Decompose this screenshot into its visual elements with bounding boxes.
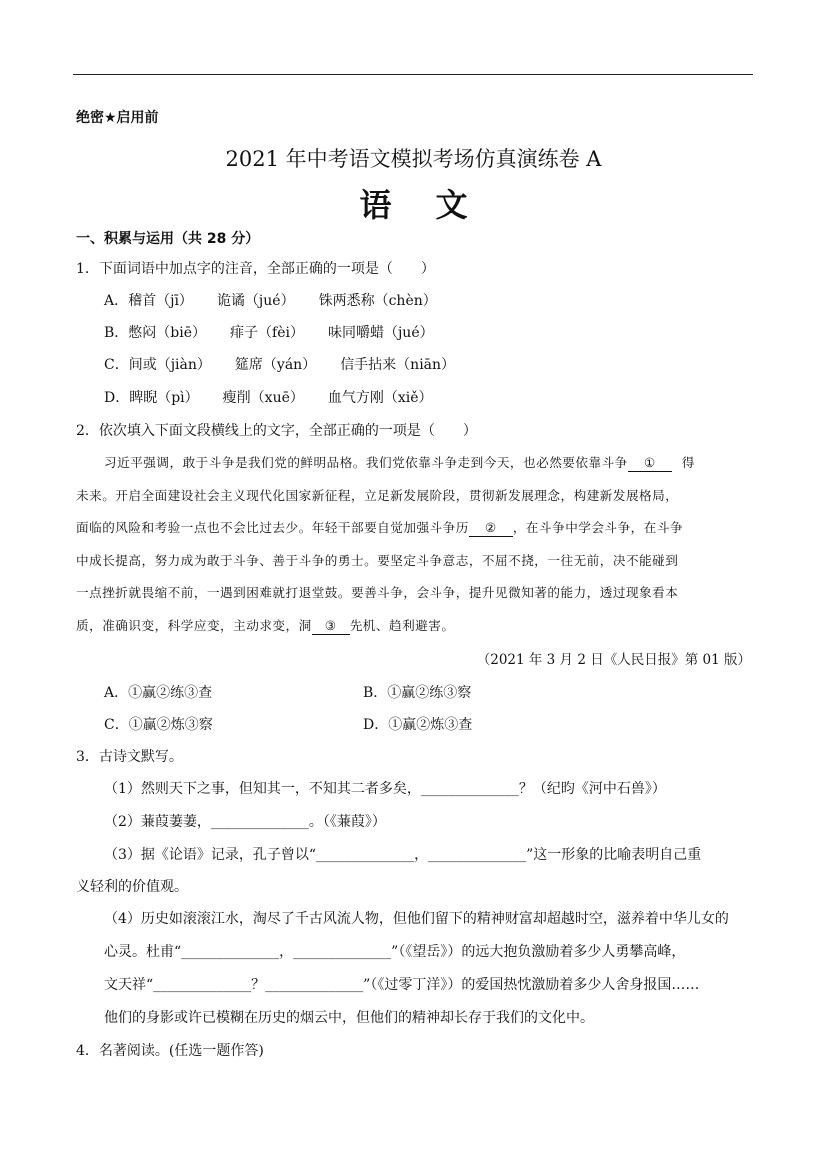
- secret-label: 绝密★启用前: [76, 110, 159, 126]
- passage-line: 一点挫折就畏缩不前，一遇到困难就打退堂鼓。要善斗争，会斗争，提升见微知著的能力，透过现象看本: [76, 585, 679, 600]
- question-3-item-4: （4）历史如滚滚江水，淘尽了千古风流人物，但他们留下的精神财富却超越时空，滋养着中华儿女的: [104, 911, 729, 927]
- question-3-item-2: （2）蒹葭萋萋，______________。（《蒹葭》）: [104, 814, 386, 830]
- section-title: 一、积累与运用（共 28 分）: [76, 231, 260, 247]
- question-2-option-b: B．①赢②练③察: [363, 685, 472, 701]
- question-1-option-d: D．睥睨（pì） 瘦削（xuē） 血气方刚（xiě）: [104, 390, 433, 406]
- question-2-option-c: C．①赢②炼③察: [104, 717, 213, 733]
- question-3-stem: 3．古诗文默写。: [76, 749, 183, 765]
- question-1-option-a: A．稽首（jī） 诡谲（jué） 铢两悉称（chèn）: [104, 293, 437, 309]
- question-2-option-d: D．①赢②炼③查: [363, 717, 473, 733]
- blank-3: ③: [312, 618, 350, 635]
- passage-line: 面临的风险和考验一点也不会比过去少。年轻干部要自觉加强斗争历 ② ，在斗争中学会斗争，在斗争: [76, 520, 684, 535]
- question-1-stem: 1．下面词语中加点字的注音，全部正确的一项是（ ）: [76, 261, 435, 277]
- blank-2: ②: [469, 520, 513, 537]
- question-3-item-1: （1）然则天下之事，但知其一，不知其二者多矣，______________？（纪昀《河中石兽》）: [104, 781, 666, 797]
- passage-line: 习近平强调，敢于斗争是我们党的鲜明品格。我们党依靠斗争走到今天，也必然要依靠斗争 ① 得: [104, 455, 695, 470]
- question-3-item-4-cont: 他们的身影或许已模糊在历史的烟云中，但他们的精神却长存于我们的文化中。: [104, 1010, 594, 1026]
- question-2-option-a: A．①赢②练③查: [104, 685, 213, 701]
- question-3-item-3: （3）据《论语》记录，孔子曾以“______________，______________”这一形象的比喻表明自己重: [104, 847, 702, 863]
- question-2-stem: 2．依次填入下面文段横线上的文字，全部正确的一项是（ ）: [76, 423, 477, 439]
- question-4-stem: 4．名著阅读。(任选一题作答): [76, 1043, 264, 1059]
- header-rule: [73, 74, 753, 75]
- question-3-item-4-cont: 文天祥“______________？______________”（《过零丁洋》）的爱国热忱激励着多少人舍身报国……: [104, 977, 700, 993]
- passage-line: 质，准确识变，科学应变，主动求变，洞 ③ 先机、趋利避害。: [76, 618, 455, 633]
- question-3-item-4-cont: 心灵。杜甫“______________，______________”（《望岳》）的远大抱负激励着多少人勇攀高峰，: [104, 944, 686, 960]
- question-1-option-b: B．憋闷（biē） 痱子（fèi） 味同嚼蜡（jué）: [104, 325, 434, 341]
- passage-line: 未来。开启全面建设社会主义现代化国家新征程，立足新发展阶段，贯彻新发展理念，构建新发展格局，: [76, 488, 679, 503]
- question-1-option-c: C．间或（jiàn） 筵席（yán） 信手拈来（niān）: [104, 357, 456, 373]
- question-3-item-3-cont: 义轻利的价值观。: [76, 879, 188, 895]
- passage-line: 中成长提高，努力成为敢于斗争、善于斗争的勇士。要坚定斗争意志，不屈不挠，一往无前，决不能碰到: [76, 553, 679, 568]
- blank-1: ①: [628, 455, 672, 472]
- citation: （2021 年 3 月 2 日《人民日报》第 01 版）: [476, 652, 751, 668]
- document-title: 2021 年中考语文模拟考场仿真演练卷 A: [225, 147, 602, 171]
- subject-title: 语文: [359, 186, 512, 224]
